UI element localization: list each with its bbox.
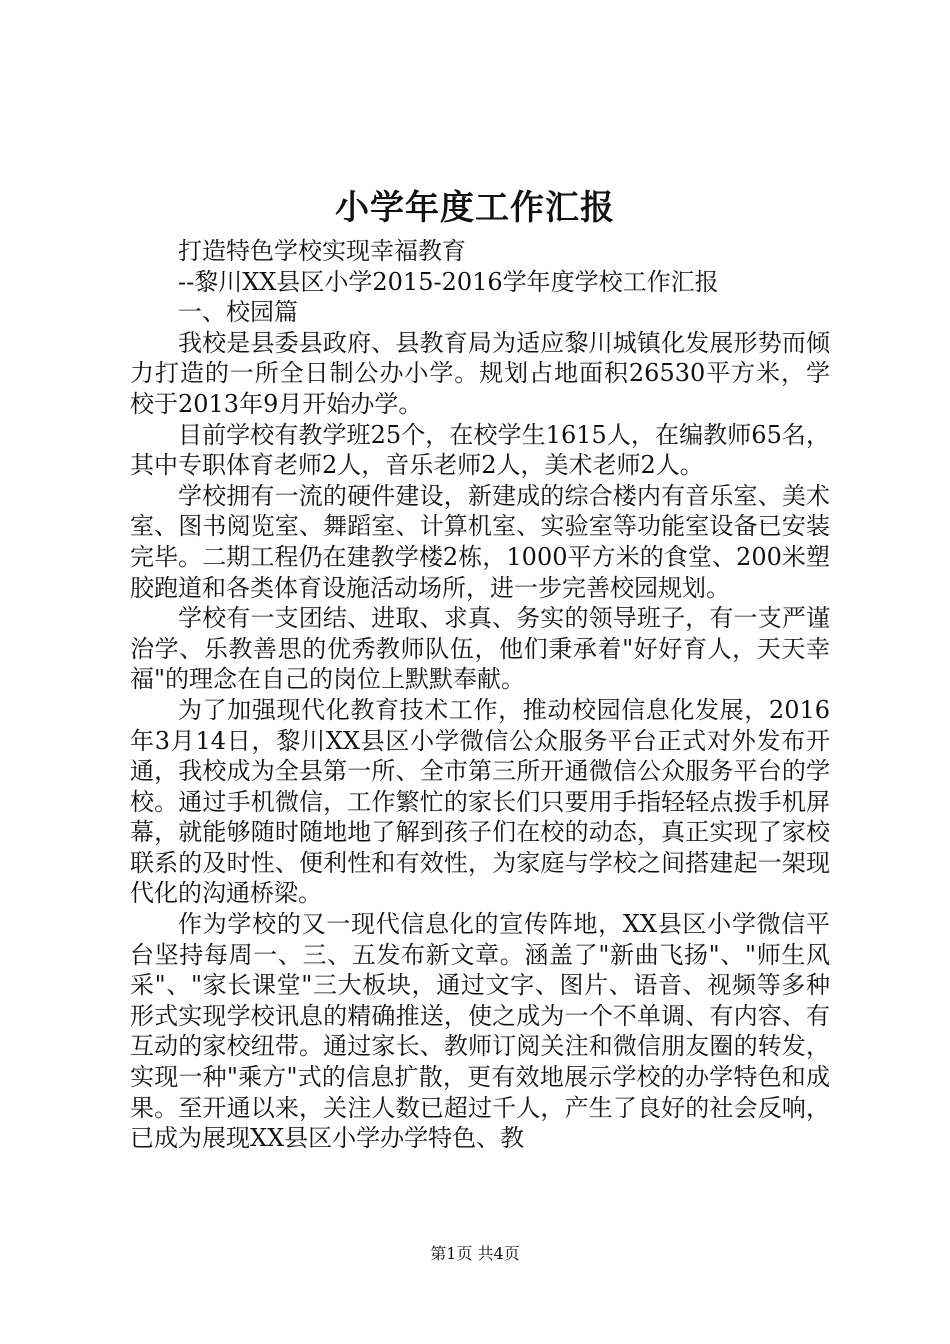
body-paragraph: 我校是县委县政府、县教育局为适应黎川城镇化发展形势而倾力打造的一所全日制公办小学。规划占地面积26530平方米，学校于2013年9月开始办学。 — [130, 328, 830, 418]
body-paragraph: 为了加强现代化教育技术工作，推动校园信息化发展，2016年3月14日，黎川XX县区小学微信公众服务平台正式对外发布开通，我校成为全县第一所、全市第三所开通微信公众服务平台的学校。通过手机微信，工作繁忙的家长们只要用手指轻轻点拨手机屏幕，就能够随时随地地了解到孩子们在校的动态，真正实现了家校联系的及时性、便利性和有效性，为家庭与学校之间搭建起一架现代化的沟通桥梁。 — [130, 695, 830, 908]
document-body — [130, 236, 830, 1154]
body-paragraph: 学校拥有一流的硬件建设，新建成的综合楼内有音乐室、美术室、图书阅览室、舞蹈室、计算机室、实验室等功能室设备已安装完毕。二期工程仍在建教学楼2栋，1000平方米的食堂、200米塑胶跑道和各类体育设施活动场所，进一步完善校园规划。 — [130, 481, 830, 602]
document-title: 小学年度工作汇报 — [335, 188, 615, 228]
section-heading: 一、校园篇 — [178, 298, 298, 327]
subtitle-line: 打造特色学校实现幸福教育 — [178, 237, 466, 265]
body-paragraph: 学校有一支团结、进取、求真、务实的领导班子，有一支严谨治学、乐教善思的优秀教师队伍，他们秉承着"好好育人，天天幸福"的理念在自己的岗位上默默奉献。 — [130, 604, 830, 694]
body-paragraph: 目前学校有教学班25个，在校学生1615人，在编教师65名，其中专职体育老师2人，音乐老师2人，美术老师2人。 — [130, 420, 830, 480]
page-number-footer: 第1页 共4页 — [430, 1244, 520, 1263]
subtitle-detail-line: --黎川XX县区小学2015-2016学年度学校工作汇报 — [178, 267, 719, 296]
body-paragraph: 作为学校的又一现代信息化的宣传阵地，XX县区小学微信平台坚持每周一、三、五发布新文章。涵盖了"新曲飞扬"、"师生风采"、"家长课堂"三大板块，通过文字、图片、语音、视频等多种形式实现学校讯息的精确推送，使之成为一个不单调、有内容、有互动的家校纽带。通过家长、教师订阅关注和微信朋友圈的转发，实现一种"乘方"式的信息扩散，更有效地展示学校的办学特色和成果。至开通以来，关注人数已超过千人，产生了良好的社会反响，已成为展现XX县区小学办学特色、教 — [130, 910, 830, 1153]
